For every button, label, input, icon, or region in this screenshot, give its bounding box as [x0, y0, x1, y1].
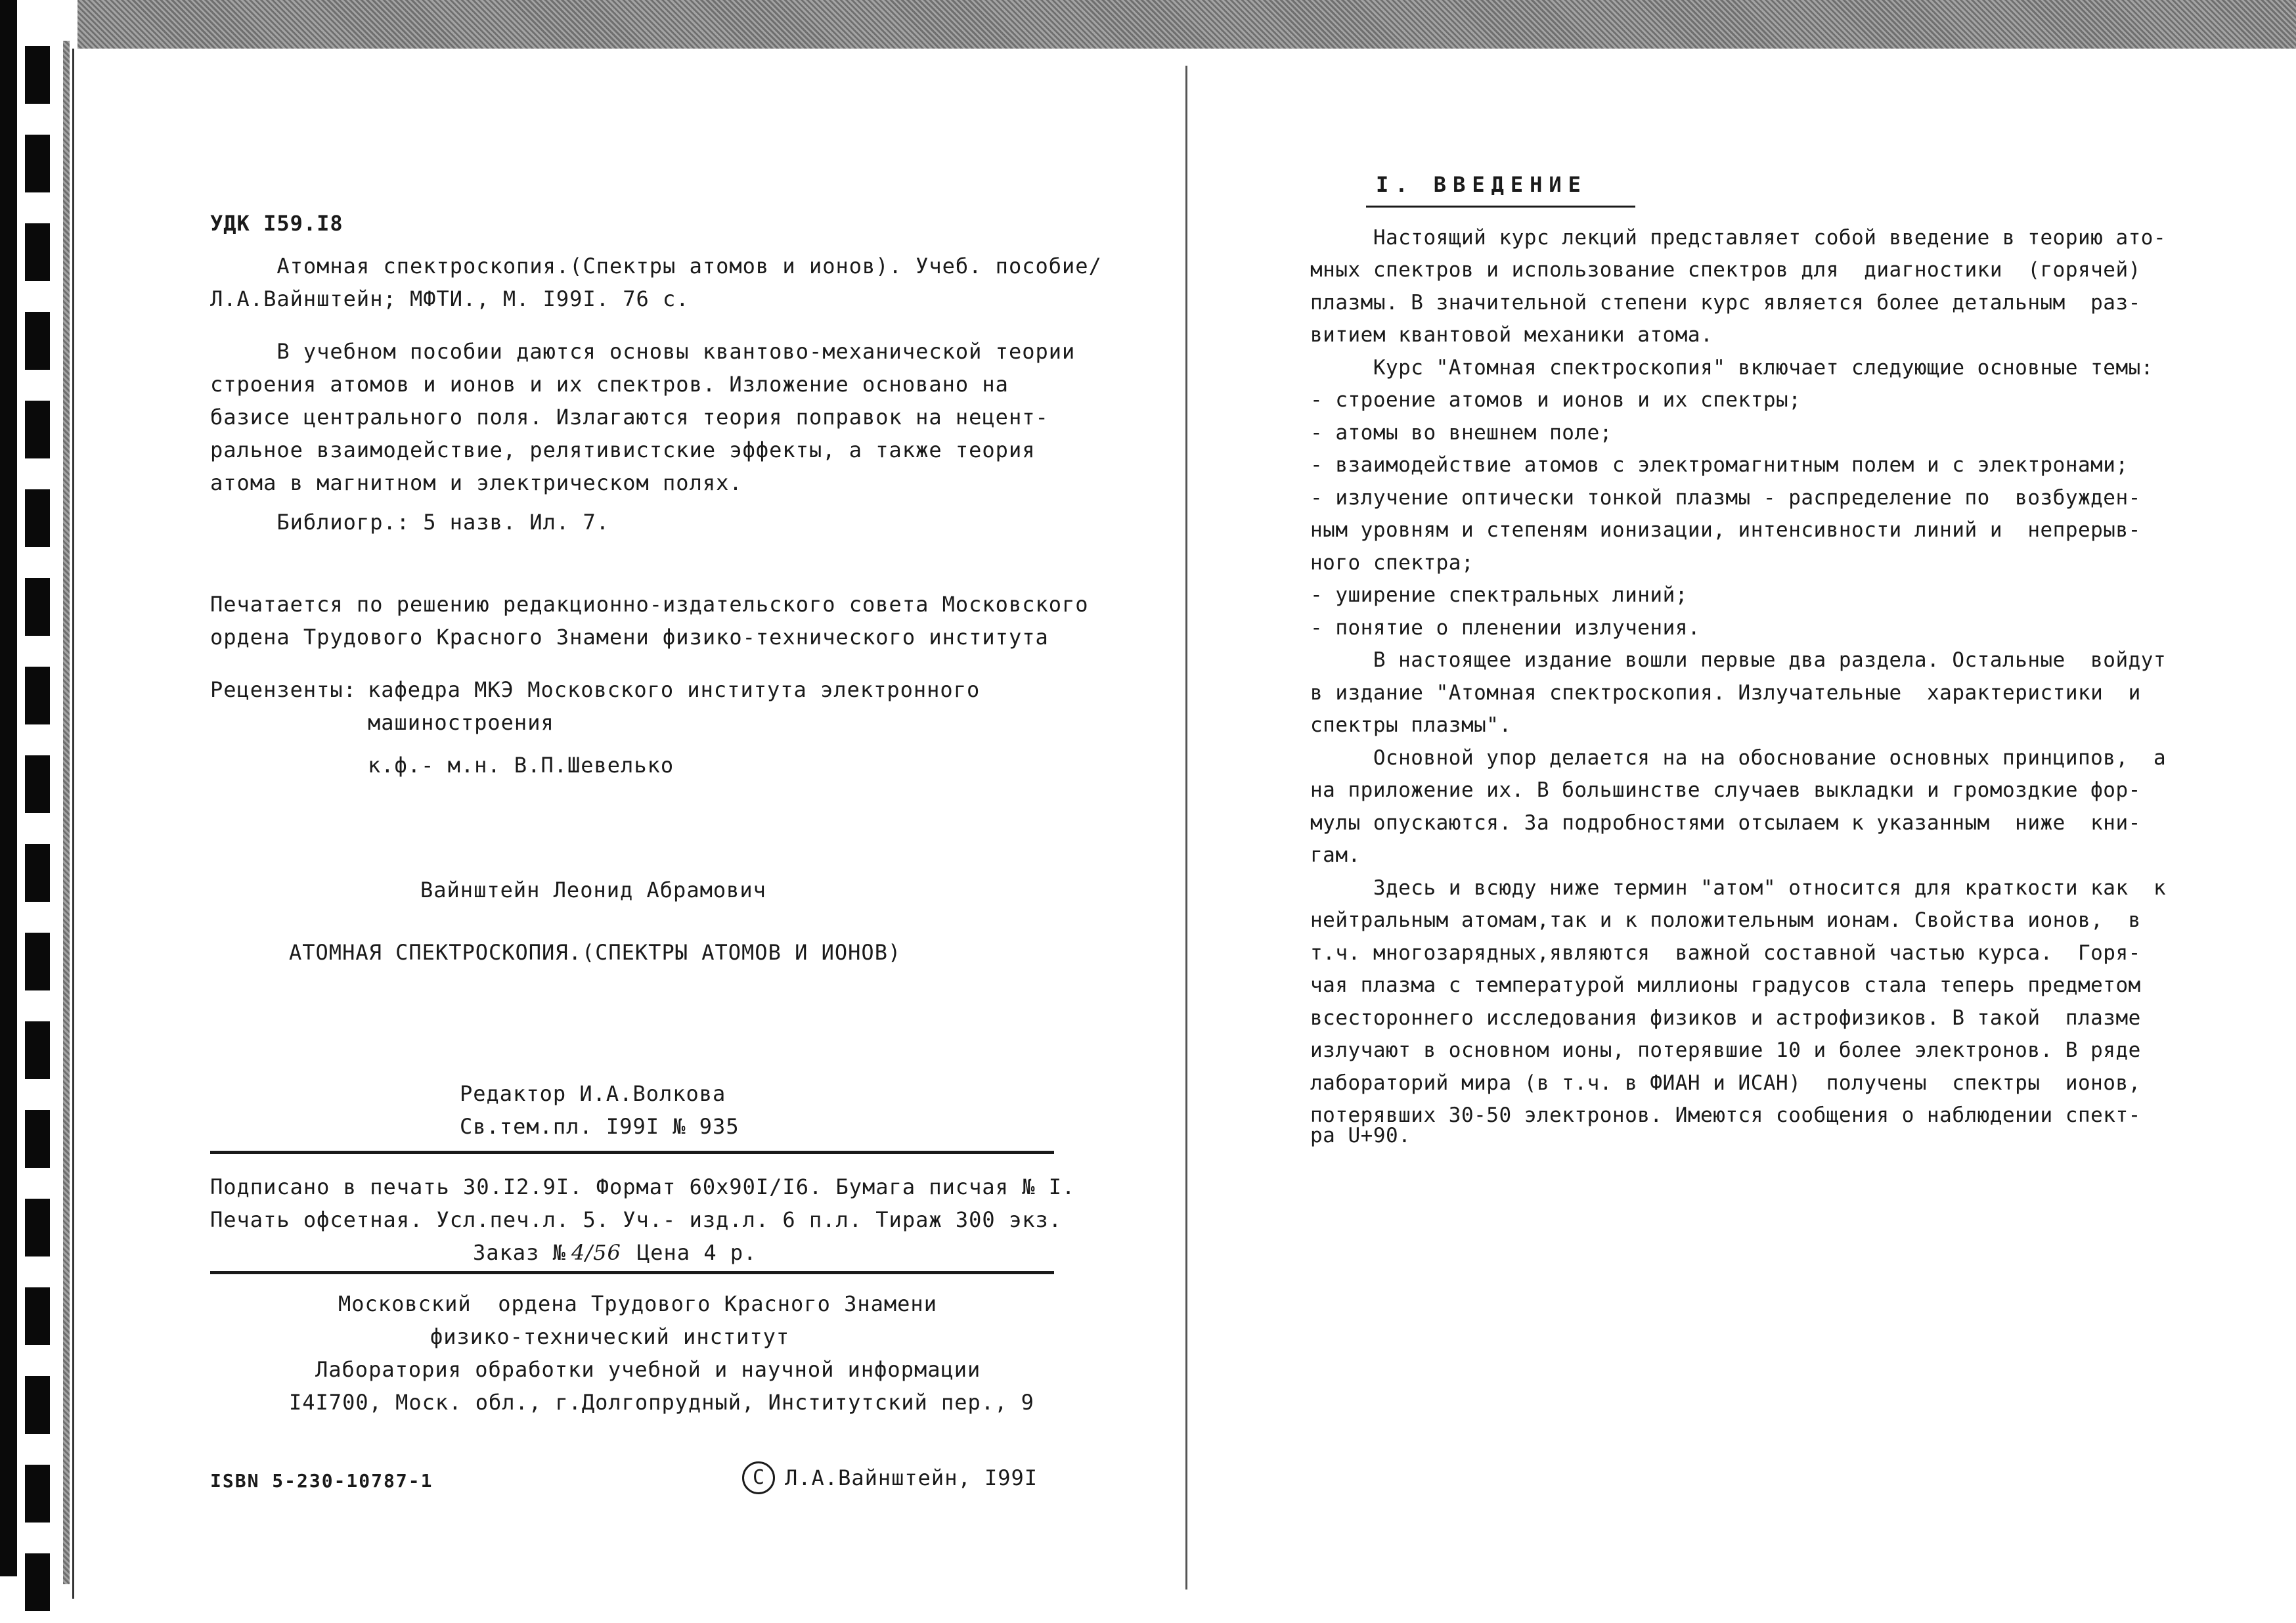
body-line: чая плазма с температурой миллионы градусов стала теперь предметом	[1310, 973, 2141, 997]
body-line: - взаимодействие атомов с электромагнитным полем и с электронами;	[1310, 453, 2129, 477]
publisher-line: Лаборатория обработки учебной и научной информации	[315, 1357, 981, 1382]
heading-underline	[1366, 206, 1635, 208]
abstract-line: строения атомов и ионов и их спектров. Изложение основано на	[210, 372, 1009, 397]
body-line: мных спектров и использование спектров для диагностики (горячей)	[1310, 258, 2141, 282]
order-number: 4/56	[571, 1240, 621, 1265]
body-line: излучают в основном ионы, потерявшие 10 и более электронов. В ряде	[1310, 1038, 2141, 1062]
film-perforation	[25, 1021, 50, 1079]
reviewers-label: Рецензенты:	[210, 677, 357, 702]
body-line: нейтральным атомам,так и к положительным ионам. Свойства ионов, в	[1310, 908, 2141, 932]
film-perforation	[25, 401, 50, 458]
body-line: В настоящее издание вошли первые два раздела. Остальные войдут	[1310, 648, 2167, 672]
film-perforation	[25, 667, 50, 724]
body-line: Здесь и всюду ниже термин "атом" относится для краткости как к	[1310, 876, 2167, 900]
film-perforation	[25, 223, 50, 281]
body-line: - уширение спектральных линий;	[1310, 583, 1688, 607]
print-details-line: Подписано в печать 30.I2.9I. Формат 60х90I/I6. Бумага писчая № I.	[210, 1174, 1076, 1199]
body-line: в издание "Атомная спектроскопия. Излучательные характеристики и	[1310, 681, 2141, 705]
film-perforation	[25, 312, 50, 370]
body-line: мулы опускаются. За подробностями отсылаем к указанным ниже кни-	[1310, 811, 2141, 835]
body-line: т.ч. многозарядных,являются важной составной частью курса. Горя-	[1310, 941, 2141, 965]
film-perforation	[25, 489, 50, 547]
film-perforation	[25, 135, 50, 192]
film-perforation	[25, 1110, 50, 1168]
film-perforation	[25, 755, 50, 813]
bibliography: Библиогр.: 5 назв. Ил. 7.	[210, 510, 609, 535]
abstract-line: ральное взаимодействие, релятивистские эффекты, а также теория	[210, 437, 1036, 462]
abstract-line: В учебном пособии даются основы квантово-механической теории	[210, 339, 1076, 364]
body-line: Настоящий курс лекций представляет собой введение в теорию ато-	[1310, 226, 2167, 250]
body-line: потерявших 30-50 электронов. Имеются сообщения о наблюдении спект-	[1310, 1103, 2141, 1127]
body-line: плазмы. В значительной степени курс является более детальным раз-	[1310, 291, 2141, 315]
film-perforation	[25, 1199, 50, 1256]
body-line: - строение атомов и ионов и их спектры;	[1310, 388, 1801, 412]
body-line: Основной упор делается на на обоснование основных принципов, а	[1310, 746, 2167, 770]
film-perforation	[25, 578, 50, 636]
divider	[210, 1271, 1054, 1274]
body-line: спектры плазмы".	[1310, 713, 1512, 737]
annotation-line: Л.А.Вайнштейн; МФТИ., М. I99I. 76 с.	[210, 286, 690, 311]
body-line: ного спектра;	[1310, 551, 1474, 575]
abstract-line: атома в магнитном и электрическом полях.	[210, 470, 743, 495]
body-line: витием квантовой механики атома.	[1310, 323, 1713, 347]
body-line: ным уровням и степеням ионизации, интенсивности линий и непрерыв-	[1310, 518, 2141, 542]
book-title: АТОМНАЯ СПЕКТРОСКОПИЯ.(СПЕКТРЫ АТОМОВ И ИОНОВ)	[289, 940, 902, 965]
body-line: - излучение оптически тонкой плазмы - распределение по возбужден-	[1310, 486, 2141, 510]
reviewer-line: к.ф.- м.н. В.П.Шевелько	[368, 753, 674, 778]
copyright: Л.А.Вайнштейн, I99I	[785, 1465, 1038, 1490]
film-perforation	[25, 1376, 50, 1434]
body-line: всестороннего исследования физиков и астрофизиков. В такой плазме	[1310, 1006, 2141, 1030]
print-details-line: Печать офсетная. Усл.печ.л. 5. Уч.- изд.л. 6 п.л. Тираж 300 экз.	[210, 1207, 1062, 1232]
film-perforation	[25, 933, 50, 990]
book-spine	[1185, 66, 1187, 1590]
copyright-icon: C	[742, 1461, 775, 1494]
abstract-line: базисе центрального поля. Излагаются теория поправок на нецент-	[210, 405, 1049, 430]
divider	[210, 1151, 1054, 1154]
body-line: - атомы во внешнем поле;	[1310, 421, 1612, 445]
body-line: ра U+90.	[1310, 1124, 1411, 1147]
body-line: на приложение их. В большинстве случаев выкладки и громоздкие фор-	[1310, 778, 2141, 802]
reviewer-line: кафедра МКЭ Московского института электронного	[368, 677, 981, 702]
film-edge	[63, 41, 70, 1584]
body-line: - понятие о пленении излучения.	[1310, 616, 1701, 640]
author-name: Вайнштейн Леонид Абрамович	[420, 878, 766, 902]
udk-code: УДК I59.I8	[210, 211, 343, 236]
body-line: лабораторий мира (в т.ч. в ФИАН и ИСАН) получены спектры ионов,	[1310, 1071, 2141, 1095]
body-line: Курс "Атомная спектроскопия" включает следующие основные темы:	[1310, 356, 2153, 380]
isbn: ISBN 5-230-10787-1	[210, 1470, 433, 1492]
editor: Редактор И.А.Волкова	[460, 1081, 726, 1106]
film-perforation	[25, 46, 50, 104]
section-heading: I. ВВЕДЕНИЕ	[1376, 172, 1587, 197]
publisher-line: физико-технический институт	[430, 1324, 790, 1349]
price: Цена 4 р.	[637, 1240, 757, 1265]
film-perforation	[25, 844, 50, 902]
publication-line: ордена Трудового Красного Знамени физико-технического института	[210, 625, 1049, 650]
body-line: гам.	[1310, 843, 1361, 867]
publisher-line: I4I700, Моск. обл., г.Долгопрудный, Институтский пер., 9	[289, 1390, 1034, 1415]
plan-number: Св.тем.пл. I99I № 935	[460, 1114, 740, 1139]
film-dark-bar	[0, 0, 17, 1576]
order-label: Заказ №	[473, 1240, 566, 1265]
annotation-line: Атомная спектроскопия.(Спектры атомов и ионов). Учеб. пособие/	[210, 254, 1102, 278]
publisher-line: Московский ордена Трудового Красного Знамени	[338, 1291, 937, 1316]
film-strip	[0, 0, 77, 1623]
publication-line: Печатается по решению редакционно-издательского совета Московского	[210, 592, 1089, 617]
film-perforation	[25, 1465, 50, 1523]
film-perforation	[25, 1553, 50, 1611]
reviewer-line: машиностроения	[368, 710, 554, 735]
film-perforation	[25, 1287, 50, 1345]
